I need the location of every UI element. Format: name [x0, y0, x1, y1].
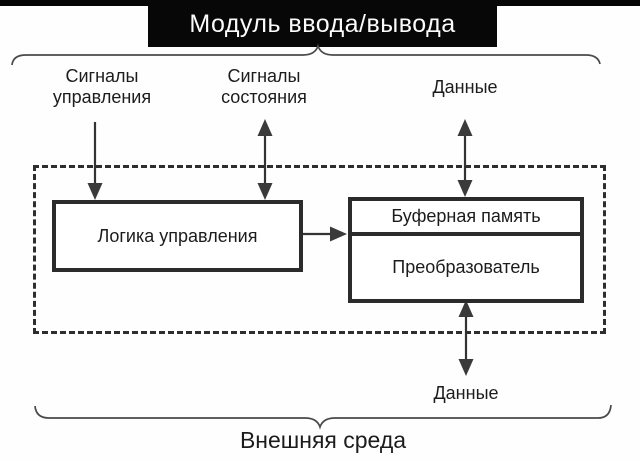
- top-brace: [12, 46, 600, 65]
- buffer-memory-cell: [352, 201, 580, 236]
- diagram-title: Модуль ввода/вывода: [148, 0, 497, 47]
- external-environment-label: Внешняя среда: [239, 427, 407, 453]
- buffer-converter-block: [348, 197, 584, 303]
- control-logic-label: Логика управления: [97, 225, 258, 246]
- converter-cell: [352, 236, 580, 299]
- converter-label: Преобразователь: [392, 257, 540, 277]
- buffer-memory-label: Буферная память: [391, 206, 541, 226]
- data-bottom-label: Данные: [433, 383, 499, 403]
- control-signals-line1: Сигналы: [65, 66, 139, 86]
- status-signals-line2: состояния: [221, 87, 307, 107]
- control-signals-label: [28, 66, 176, 108]
- status-signals-line1: Сигналы: [227, 66, 301, 86]
- control-signals-line2: управления: [52, 87, 152, 107]
- bottom-brace: [35, 405, 611, 427]
- data-top-label: Данные: [432, 77, 498, 97]
- control-logic-block: [52, 200, 303, 272]
- status-signals-label: [190, 66, 338, 108]
